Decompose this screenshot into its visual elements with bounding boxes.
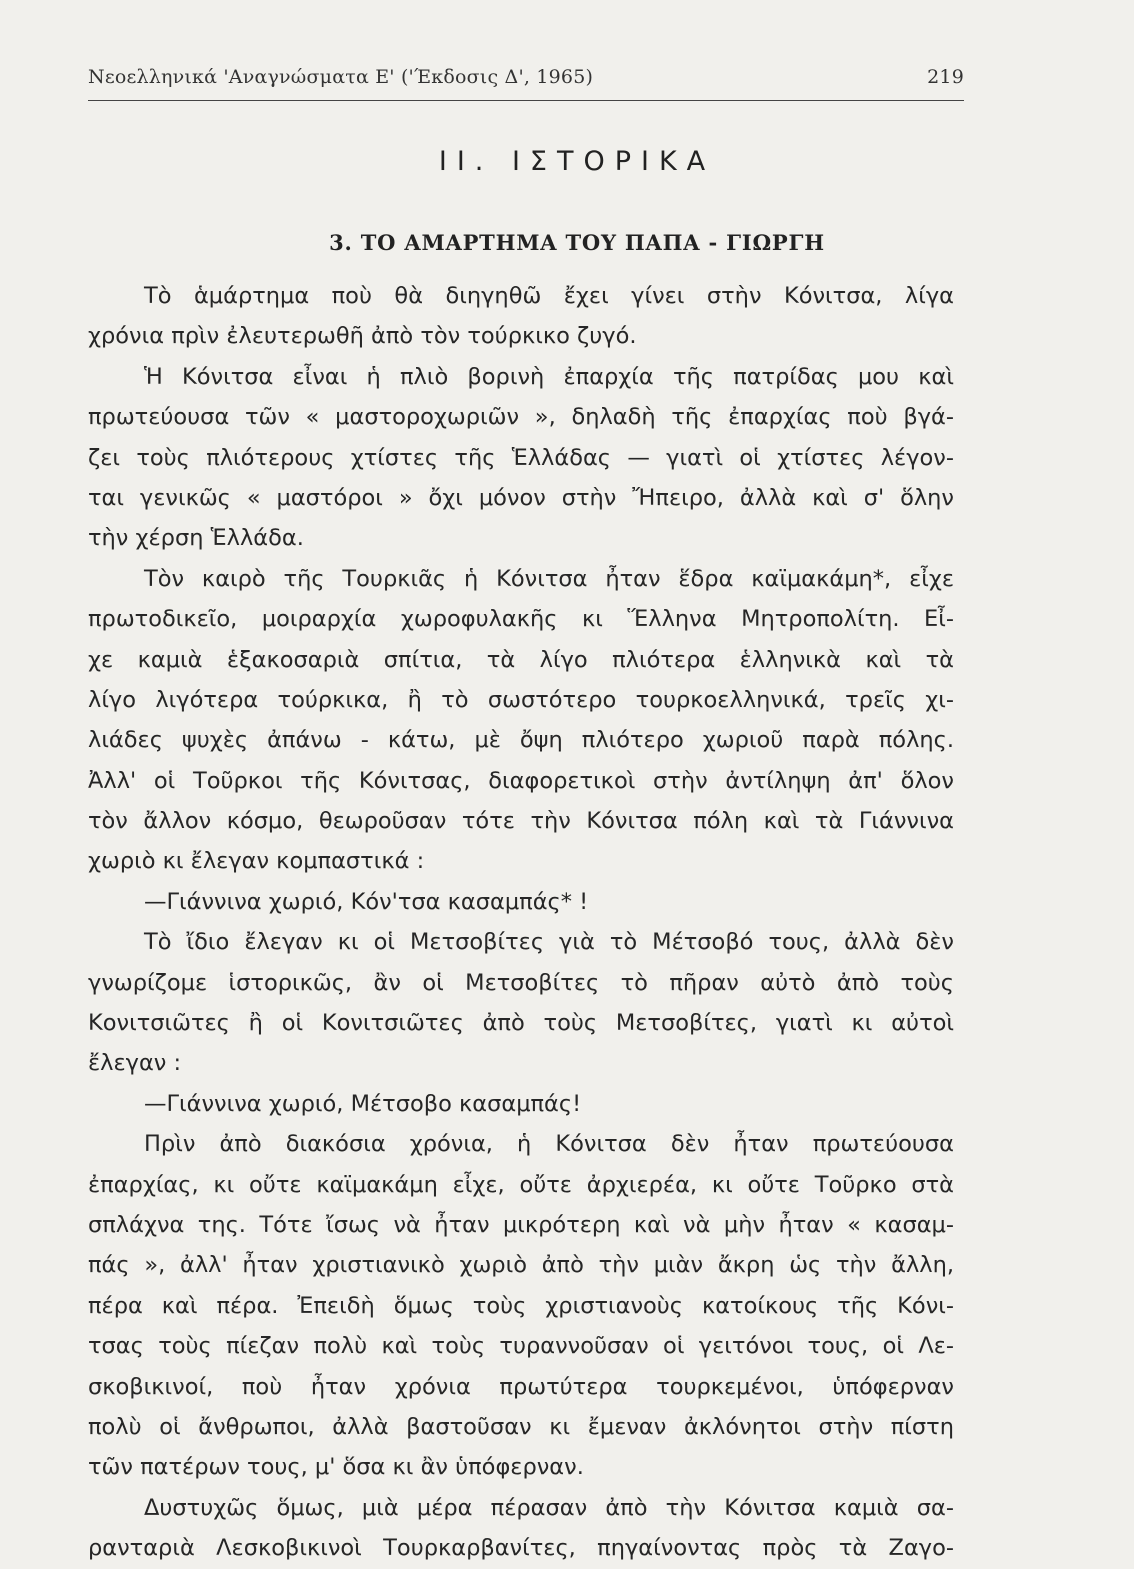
running-title: Νεοελληνικά 'Αναγνώσματα Ε' ('Έκδοσις Δ', 1965) [88, 66, 594, 88]
text-line: Δυστυχῶς ὅμως, μιὰ μέρα πέρασαν ἀπὸ τὴν Κόνιτσα καμιὰ σα- [144, 1494, 954, 1521]
text-line: σπλάχνα της. Τότε ἴσως νὰ ἦταν μικρότερη καὶ νὰ μὴν ἦταν « κασαμ- [88, 1211, 954, 1238]
text-line: Τὸ ἴδιο ἔλεγαν κι οἱ Μετσοβίτες γιὰ τὸ Μέτσοβό τους, ἀλλὰ δὲν [144, 929, 954, 956]
text-line: χρόνια πρὶν ἐλευτερωθῆ ἀπὸ τὸν τούρκικο ζυγό. [88, 323, 637, 350]
text-line: χωριὸ κι ἔλεγαν κομπαστικά : [88, 848, 425, 875]
text-line: ρανταριὰ Λεσκοβικινοὶ Τουρκαρβανίτες, πηγαίνοντας πρὸς τὰ Ζαγο- [88, 1535, 954, 1562]
text-line: σκοβικινοί, ποὺ ἦταν χρόνια πρωτύτερα τουρκεμένοι, ὑπόφερναν [88, 1373, 954, 1400]
text-line: τὴν χέρση Ἑλλάδα. [88, 525, 304, 552]
text-line: πρωτοδικεῖο, μοιραρχία χωροφυλακῆς κι Ἕλληνα Μητροπολίτη. Εἶ- [88, 606, 954, 633]
text-line: ζει τοὺς πλιότερους χτίστες τῆς Ἑλλάδας — γιατὶ οἱ χτίστες λέγον- [88, 444, 954, 471]
text-line: χε καμιὰ ἑξακοσαριὰ σπίτια, τὰ λίγο πλιότερα ἑλληνικὰ καὶ τὰ [88, 646, 954, 673]
text-line: τσας τοὺς πίεζαν πολὺ καὶ τοὺς τυραννοῦσαν οἱ γειτόνοι τους, οἱ Λε- [88, 1333, 954, 1360]
text-line: λιάδες ψυχὲς ἀπάνω - κάτω, μὲ ὄψη πλιότερο χωριοῦ παρὰ πόλης. [88, 727, 954, 754]
text-line: λίγο λιγότερα τούρκικα, ἢ τὸ σωστότερο τουρκοελληνικά, τρεῖς χι- [88, 686, 954, 713]
header-rule [88, 100, 964, 101]
text-line: —Γιάννινα χωριό, Μέτσοβο κασαμπάς! [144, 1090, 582, 1117]
text-line: τῶν πατέρων τους, μ' ὅσα κι ἂν ὑπόφερναν. [88, 1454, 584, 1481]
running-header [88, 66, 964, 88]
text-line: ἐπαρχίας, κι οὔτε καϊμακάμη εἶχε, οὔτε ἀρχιερέα, κι οὔτε Τοῦρκο στὰ [88, 1171, 954, 1198]
chapter-title: 3. ΤΟ ΑΜΑΡΤΗΜΑ ΤΟΥ ΠΑΠΑ - ΓΙΩΡΓΗ [329, 230, 825, 255]
text-line: Τὸ ἁμάρτημα ποὺ θὰ διηγηθῶ ἔχει γίνει στὴν Κόνιτσα, λίγα [144, 283, 954, 309]
text-line: τὸν ἄλλον κόσμο, θεωροῦσαν τότε τὴν Κόνιτσα πόλη καὶ τὰ Γιάννινα [88, 808, 954, 835]
text-line: ἔλεγαν : [88, 1050, 182, 1077]
text-line: πέρα καὶ πέρα. Ἐπειδὴ ὅμως τοὺς χριστιανοὺς κατοίκους τῆς Κόνι- [88, 1292, 954, 1319]
text-line: πάς », ἀλλ' ἦταν χριστιανικὸ χωριὸ ἀπὸ τὴν μιὰν ἄκρη ὡς τὴν ἄλλη, [88, 1252, 954, 1279]
text-line: ται γενικῶς « μαστόροι » ὄχι μόνον στὴν Ἤπειρο, ἀλλὰ καὶ σ' ὅλην [88, 484, 954, 511]
text-line: Ἀλλ' οἱ Τοῦρκοι τῆς Κόνιτσας, διαφορετικοὶ στὴν ἀντίληψη ἀπ' ὅλον [88, 767, 954, 794]
text-line: πρωτεύουσα τῶν « μαστοροχωριῶν », δηλαδὴ τῆς ἐπαρχίας ποὺ βγά- [88, 404, 954, 431]
body-text [88, 276, 954, 1569]
text-line: Τὸν καιρὸ τῆς Τουρκιᾶς ἡ Κόνιτσα ἦταν ἕδρα καϊμακάμη*, εἶχε [144, 565, 954, 592]
text-line: πολὺ οἱ ἄνθρωποι, ἀλλὰ βαστοῦσαν κι ἔμεναν ἀκλόνητοι στὴν πίστη [88, 1413, 954, 1440]
section-title: ΙΙ. ΙΣΤΟΡΙΚΑ [438, 146, 716, 177]
text-line: Κονιτσιῶτες ἢ οἱ Κονιτσιῶτες ἀπὸ τοὺς Μετσοβίτες, γιατὶ κι αὐτοὶ [88, 1010, 954, 1037]
text-line: Πρὶν ἀπὸ διακόσια χρόνια, ἡ Κόνιτσα δὲν ἦταν πρωτεύουσα [144, 1131, 954, 1158]
text-line: Ἡ Κόνιτσα εἶναι ἡ πλιὸ βορινὴ ἐπαρχία τῆς πατρίδας μου καὶ [144, 363, 954, 390]
text-line: —Γιάννινα χωριό, Κόν'τσα κασαμπάς* ! [144, 888, 589, 915]
page-number: 219 [927, 66, 964, 88]
text-line: γνωρίζομε ἱστορικῶς, ἂν οἱ Μετσοβίτες τὸ πῆραν αὐτὸ ἀπὸ τοὺς [88, 969, 954, 996]
